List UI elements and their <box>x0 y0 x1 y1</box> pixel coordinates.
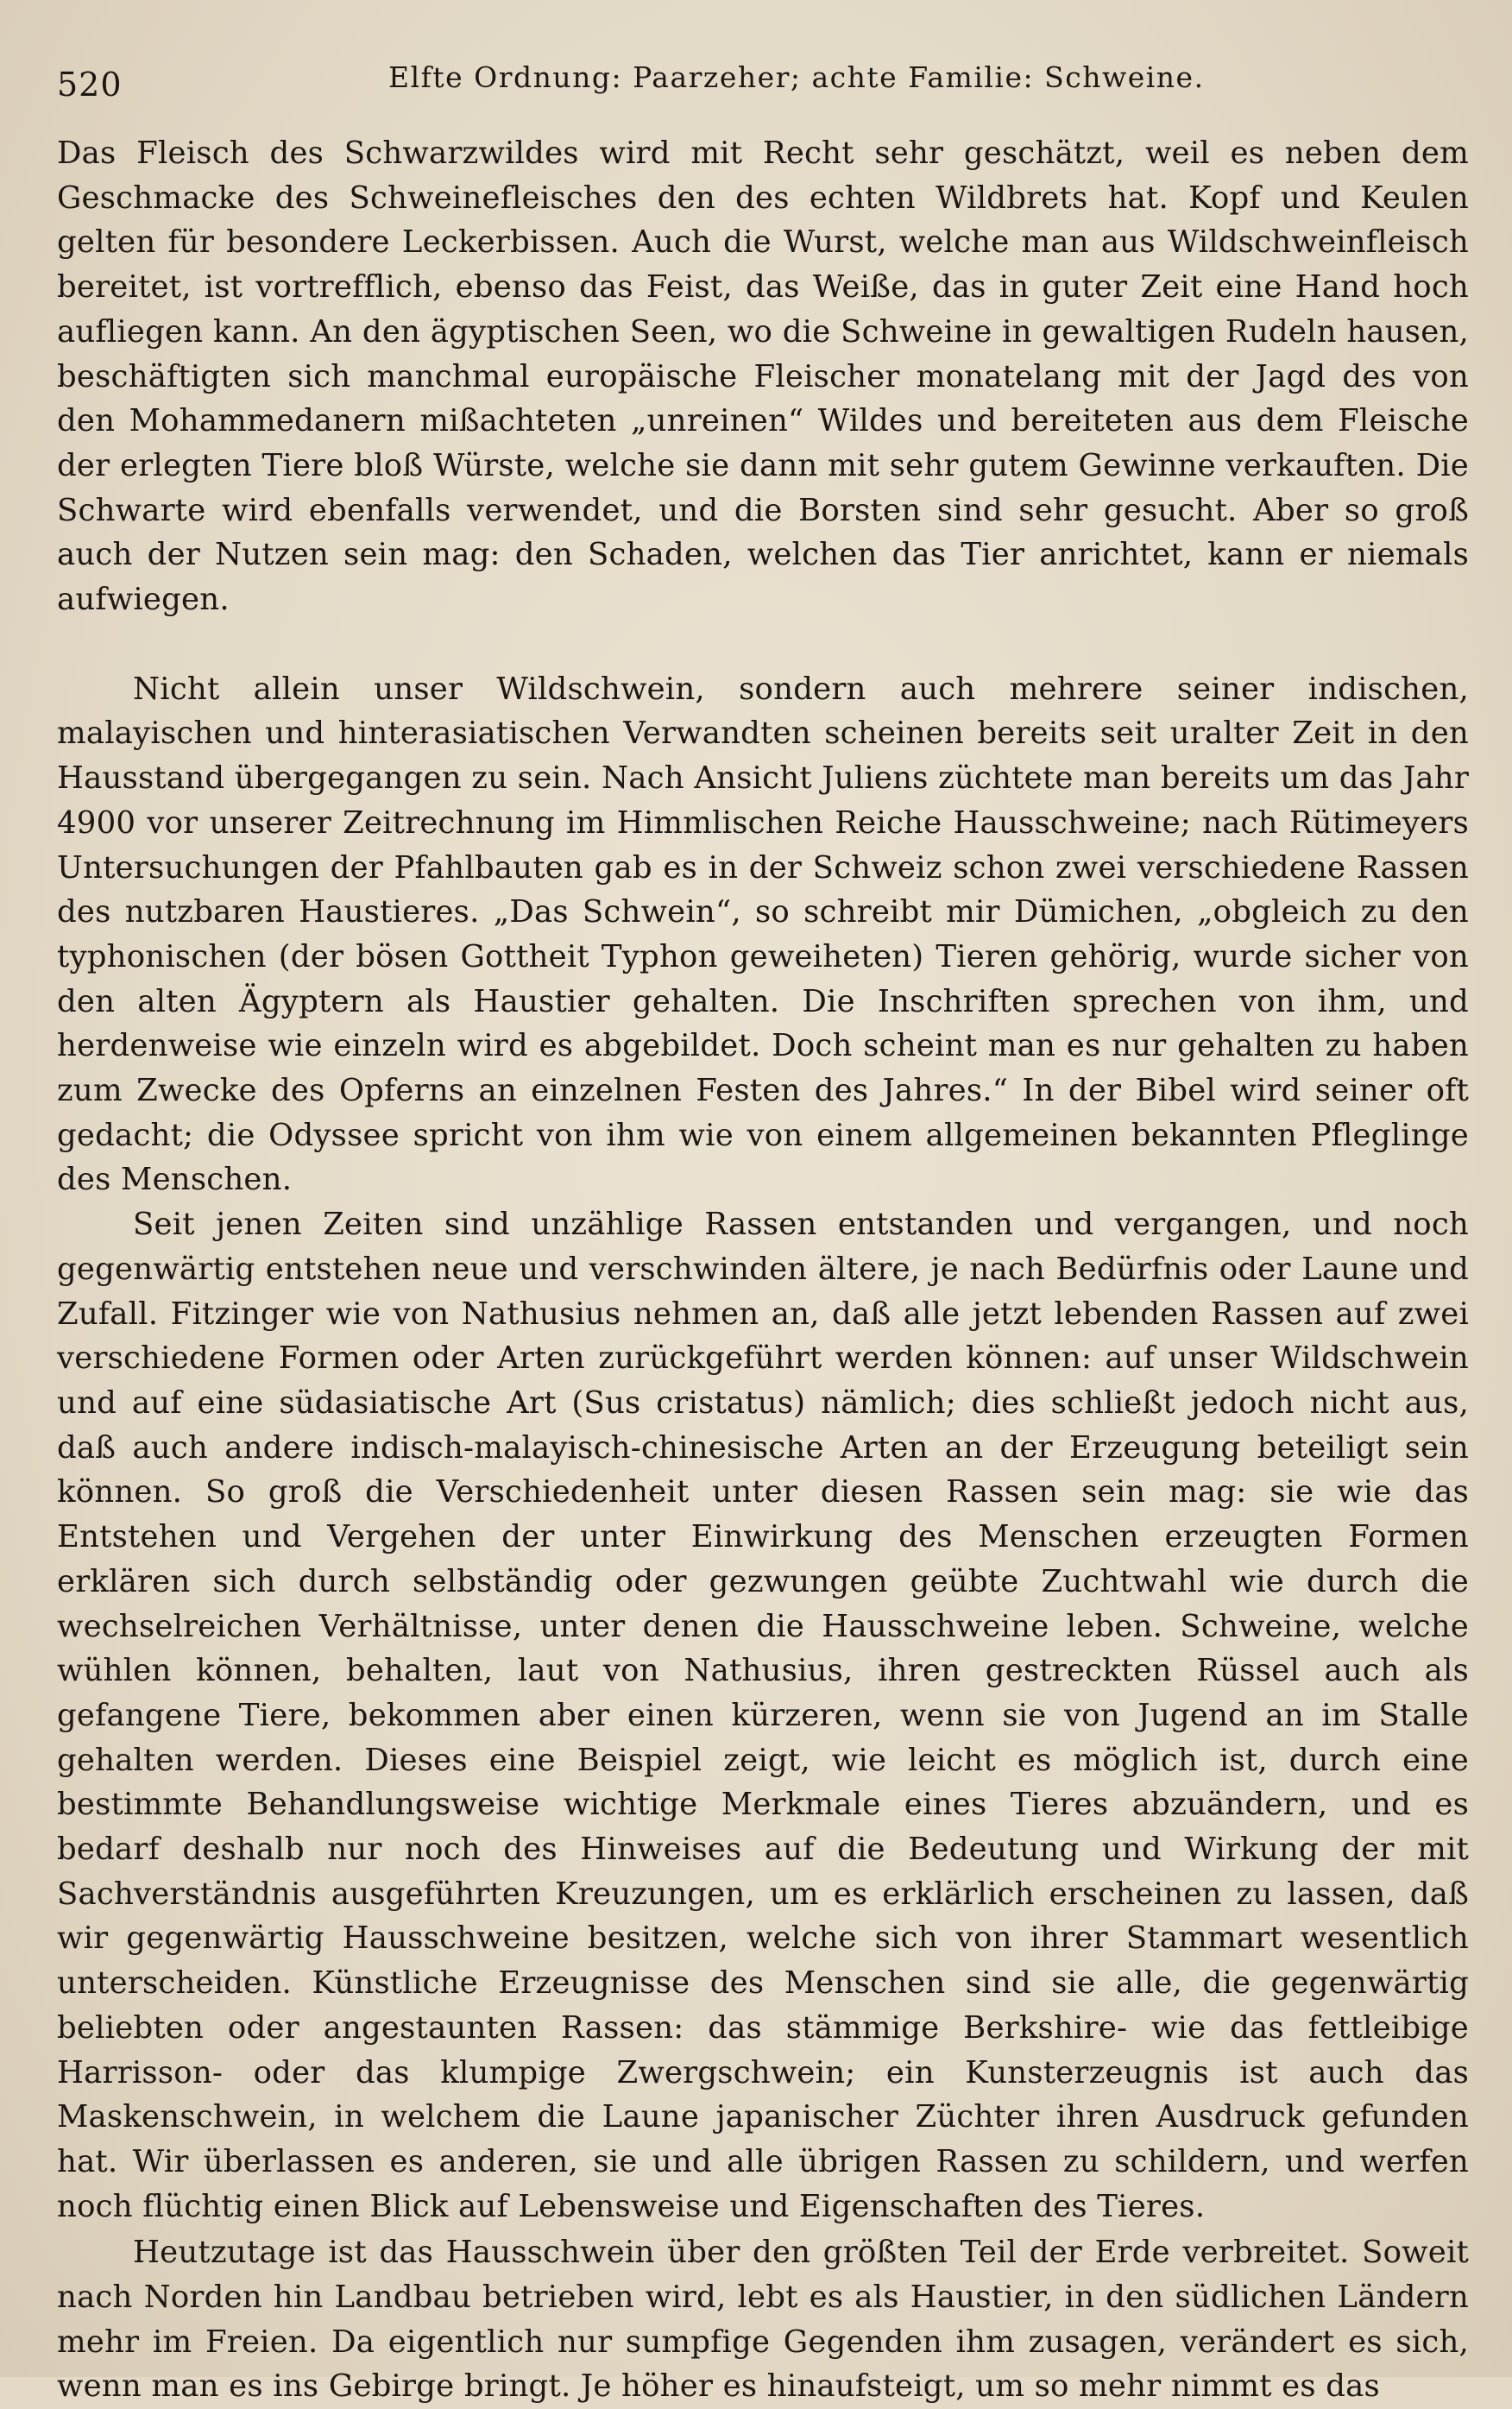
page-header <box>54 60 1469 112</box>
paragraph-breeds: Seit jenen Zeiten sind unzählige Rassen entstanden und vergangen, und noch gegenwärtig entstehen neue und verschwinden ältere, je nach Bedürfnis oder Laune und Zufall. Fitzinger wie von Nathusius nehmen an, daß alle jetzt lebenden Rassen auf zwei verschiedene Formen oder Arten zurückgeführt werden können: auf unser Wildschwein und auf eine südasiatische Art (Sus cristatus) nämlich; dies schließt jedoch nicht aus, daß auch andere indisch-malayisch-chinesische Arten an der Erzeugung beteiligt sein können. So groß die Verschiedenheit unter diesen Rassen sein mag: sie wie das Entstehen und Vergehen der unter Einwirkung des Menschen erzeugten Formen erklären sich durch selbständig oder gezwungen geübte Zuchtwahl wie durch die wechselreichen Verhältnisse, unter denen die Hausschweine leben. Schweine, welche wühlen können, behalten, laut von Nathusius, ihren gestreckten Rüssel auch als gefangene Tiere, bekommen aber einen kürzeren, wenn sie von Jugend an im Stalle gehalten werden. Dieses eine Beispiel zeigt, wie leicht es möglich ist, durch eine bestimmte Behandlungsweise wichtige Merkmale eines Tieres abzuändern, und es bedarf deshalb nur noch des Hinweises auf die Bedeutung und Wirkung der mit Sachverständnis ausgeführten Kreuzungen, um es erklärlich erscheinen zu lassen, daß wir gegenwärtig Hausschweine besitzen, welche sich von ihrer Stammart wesentlich unterscheiden. Künstliche Erzeugnisse des Menschen sind sie alle, die gegenwärtig beliebten oder angestaunten Rassen: das stämmige Berkshire- wie das fettleibige Harrisson- oder das klumpige Zwergschwein; ein Kunsterzeugnis ist auch das Maskenschwein, in welchem die Laune japanischer Züchter ihren Ausdruck gefunden hat. Wir überlassen es anderen, sie und alle übrigen Rassen zu schildern, und werfen noch flüchtig einen Blick auf Lebensweise und Eigenschaften des Tieres. <box>57 1207 1469 2224</box>
paragraph-domestication-history: Nicht allein unser Wildschwein, sondern auch mehrere seiner indischen, malayischen und hinterasiatischen Verwandten scheinen bereits seit uralter Zeit in den Hausstand übergegangen zu sein. Nach Ansicht Juliens züchtete man bereits um das Jahr 4900 vor unserer Zeitrechnung im Himmlischen Reiche Hausschweine; nach Rütimeyers Untersuchungen der Pfahlbauten gab es in der Schweiz schon zwei verschiedene Rassen des nutzbaren Haustieres. „Das Schwein“, so schreibt mir Dümichen, „obgleich zu den typhonischen (der bösen Gottheit Typhon geweiheten) Tieren gehörig, wurde sicher von den alten Ägyptern als Haustier gehalten. Die Inschriften sprechen von ihm, und herdenweise wie einzeln wird es abgebildet. Doch scheint man es nur gehalten zu haben zum Zwecke des Opferns an einzelnen Festen des Jahres.“ In der Bibel wird seiner oft gedacht; die Odyssee spricht von ihm wie von einem allgemeinen bekannten Pfleglinge des Menschen. <box>57 671 1469 1198</box>
running-head: Elfte Ordnung: Paarzeher; achte Familie: Schweine. <box>388 60 1205 94</box>
page-number: 520 <box>57 66 123 104</box>
paragraph-meat-use: Das Fleisch des Schwarzwildes wird mit Recht sehr geschätzt, weil es neben dem Geschmacke des Schweinefleisches den des echten Wildbrets hat. Kopf und Keulen gelten für besondere Leckerbissen. Auch die Wurst, welche man aus Wildschweinfleisch bereitet, ist vortrefflich, ebenso das Feist, das Weiße, das in guter Zeit eine Hand hoch aufliegen kann. An den ägyptischen Seen, wo die Schweine in gewaltigen Rudeln hausen, beschäftigten sich manchmal europäische Fleischer monatelang mit der Jagd des von den Mohammedanern mißachteten „unreinen“ Wildes und bereiteten aus dem Fleische der erlegten Tiere bloß Würste, welche sie dann mit sehr gutem Gewinne verkauften. Die Schwarte wird ebenfalls verwendet, und die Borsten sind sehr gesucht. Aber so groß auch der Nutzen sein mag: den Schaden, welchen das Tier anrichtet, kann er niemals aufwiegen. <box>57 136 1469 618</box>
body-text <box>57 131 1469 2409</box>
paragraph-distribution: Heutzutage ist das Hausschwein über den größten Teil der Erde verbreitet. Soweit nach Norden hin Landbau betrieben wird, lebt es als Haustier, in den südlichen Ländern mehr im Freien. Da eigentlich nur sumpfige Gegenden ihm zusagen, verändert es sich, wenn man es ins Gebirge bringt. Je höher es hinaufsteigt, um so mehr nimmt es das <box>57 2235 1469 2405</box>
